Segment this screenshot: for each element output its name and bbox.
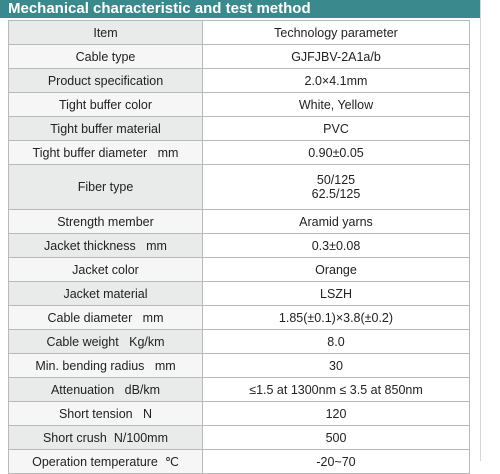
- row-value: -20~70: [203, 450, 470, 474]
- table-row: [9, 426, 470, 450]
- row-value: PVC: [203, 117, 470, 141]
- row-label: Jacket color: [9, 258, 203, 282]
- fiber-type-value: 50/125: [316, 173, 356, 187]
- table-title: Mechanical characteristic and test method: [0, 0, 480, 18]
- table-header-row: [9, 21, 470, 45]
- table-row: [9, 45, 470, 69]
- row-label: Tight buffer diameter mm: [9, 141, 203, 165]
- row-label: Tight buffer material: [9, 117, 203, 141]
- row-value: LSZH: [203, 282, 470, 306]
- table-row: [9, 306, 470, 330]
- table-row: [9, 378, 470, 402]
- row-label: Operation temperature ℃: [9, 450, 203, 474]
- table-row: [9, 258, 470, 282]
- row-label: Min. bending radius mm: [9, 354, 203, 378]
- row-label: Cable diameter mm: [9, 306, 203, 330]
- table-row: [9, 450, 470, 474]
- row-value: Orange: [203, 258, 470, 282]
- row-label: Jacket material: [9, 282, 203, 306]
- row-label: Tight buffer color: [9, 93, 203, 117]
- row-value: 500: [203, 426, 470, 450]
- row-value: [203, 165, 470, 210]
- row-label: Short tension N: [9, 402, 203, 426]
- table-row: [9, 93, 470, 117]
- row-value: ≤1.5 at 1300nm ≤ 3.5 at 850nm: [203, 378, 470, 402]
- row-label: Strength member: [9, 210, 203, 234]
- table-row: [9, 117, 470, 141]
- row-value: 1.85(±0.1)×3.8(±0.2): [203, 306, 470, 330]
- row-label: Cable weight Kg/km: [9, 330, 203, 354]
- table-row: [9, 234, 470, 258]
- column-header-parameter: Technology parameter: [203, 21, 470, 45]
- table-row: [9, 354, 470, 378]
- page-edge-divider: [480, 0, 481, 461]
- table-row: [9, 282, 470, 306]
- row-value: White, Yellow: [203, 93, 470, 117]
- table-row: [9, 330, 470, 354]
- row-value: 30: [203, 354, 470, 378]
- table-row: [9, 402, 470, 426]
- row-label: Short crush N/100mm: [9, 426, 203, 450]
- row-label: Cable type: [9, 45, 203, 69]
- row-value: 0.3±0.08: [203, 234, 470, 258]
- row-label: Fiber type: [9, 165, 203, 210]
- row-label: Jacket thickness mm: [9, 234, 203, 258]
- table-row: [9, 210, 470, 234]
- row-label: Product specification: [9, 69, 203, 93]
- row-value: GJFJBV-2A1a/b: [203, 45, 470, 69]
- row-value: 120: [203, 402, 470, 426]
- table-row: [9, 165, 470, 210]
- table-row: [9, 69, 470, 93]
- row-value: 2.0×4.1mm: [203, 69, 470, 93]
- row-label: Attenuation dB/km: [9, 378, 203, 402]
- spec-table: [8, 20, 470, 474]
- row-value: Aramid yarns: [203, 210, 470, 234]
- row-value: 8.0: [203, 330, 470, 354]
- table-row: [9, 141, 470, 165]
- row-value: 0.90±0.05: [203, 141, 470, 165]
- fiber-type-value: 62.5/125: [311, 187, 361, 201]
- column-header-item: Item: [9, 21, 203, 45]
